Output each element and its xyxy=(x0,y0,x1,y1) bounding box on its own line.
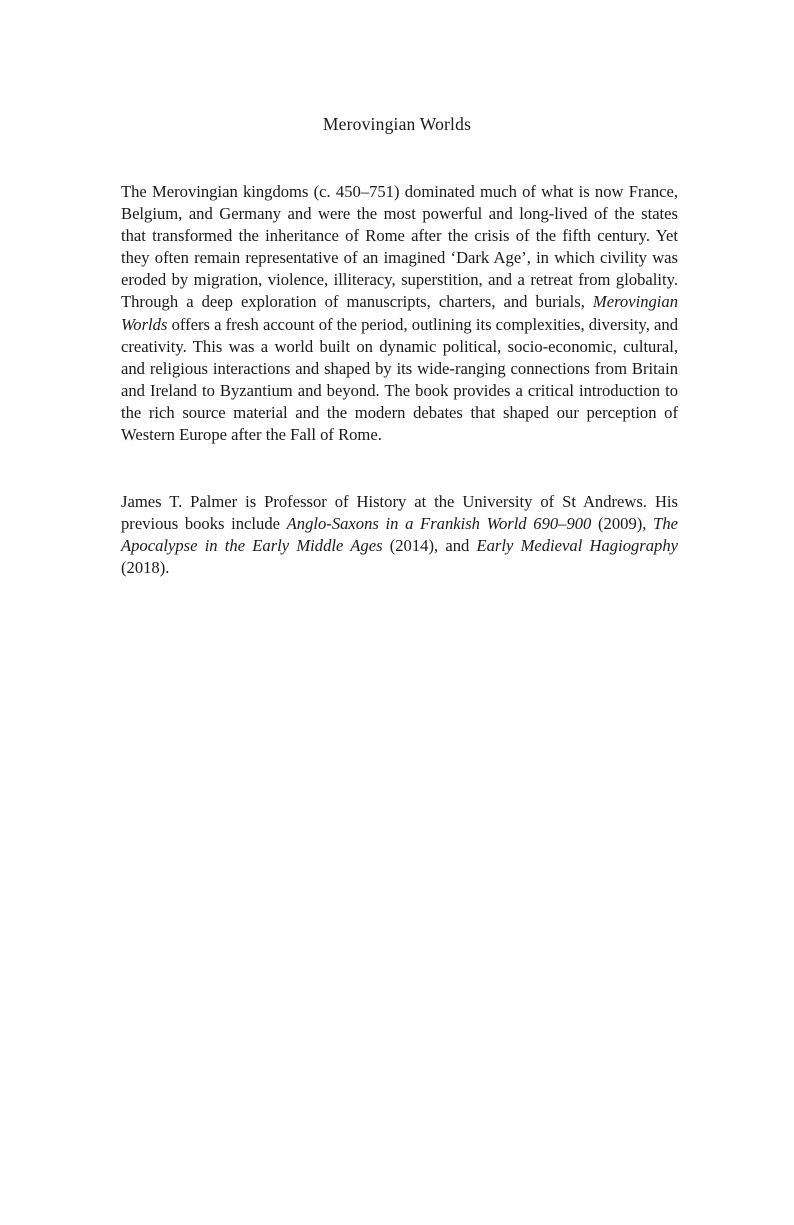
description-text-2: offers a fresh account of the period, outlining its complexities, diversity, and creativity. This was a world built on dynamic political, socio-economic, cultural, and religious interactions and shaped by its wide-ranging connections from Britain and Ireland to Byzantium and beyond. The book provides a critical introduction to the rich source material and the modern debates that shaped our perception of Western Europe after the Fall of Rome. xyxy=(121,314,679,445)
bio-text-4: (2018). xyxy=(121,558,170,578)
description-text-1: The Merovingian kingdoms (c. 450–751) dominated much of what is now France, Belgium, and Germany and were the most powerful and long-lived of the states that transformed the inheritance of Rome after the crisis of the fifth century. Yet they often remain representative of an imagined ‘Dark Age’, in which civility was eroded by migration, violence, illiteracy, superstition, and a retreat from globality. Through a deep exploration of manuscripts, charters, and burials, xyxy=(121,182,678,312)
previous-book-3: Early Medieval Hagiography xyxy=(476,536,679,556)
author-bio xyxy=(121,491,678,579)
previous-book-2: The Apocalypse in the Early Middle Ages xyxy=(121,514,678,556)
previous-book-1: Anglo-Saxons in a Frankish World 690–900 xyxy=(286,514,592,534)
page-title: Merovingian Worlds xyxy=(322,114,472,134)
bio-text-2: (2009), xyxy=(591,514,654,534)
book-title-italic: Merovingian Worlds xyxy=(121,292,678,334)
bio-text-3: (2014), and xyxy=(382,536,477,556)
bio-text-1: James T. Palmer is Professor of History at the University of St Andrews. His previous books include xyxy=(121,492,678,534)
book-description xyxy=(121,181,678,446)
